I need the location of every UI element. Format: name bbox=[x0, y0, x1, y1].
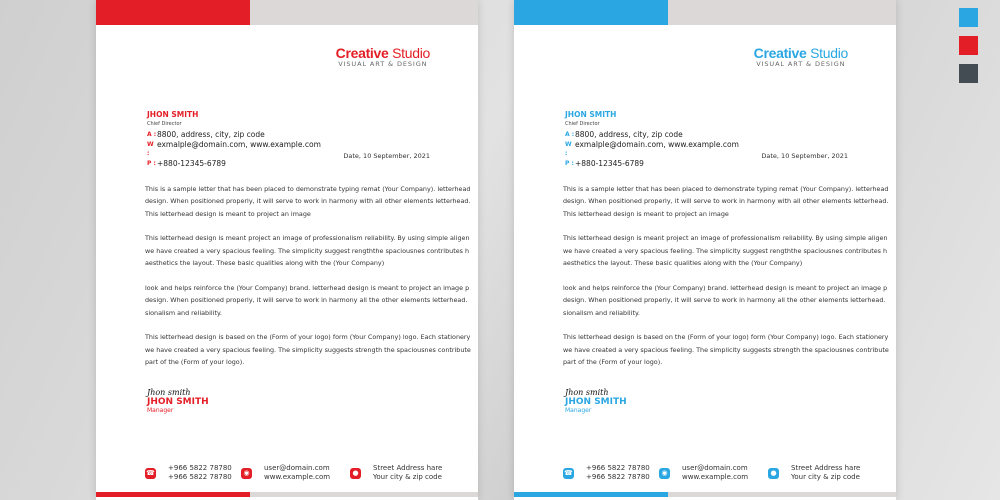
body-line: This is a sample letter that has been placed to demonstrate typing remat (Your Company). letterhead bbox=[145, 185, 471, 193]
top-bar bbox=[514, 0, 896, 25]
footer-contact bbox=[145, 464, 232, 482]
web-label: W : bbox=[565, 140, 572, 157]
address-label: A : bbox=[565, 131, 575, 138]
body-line: This letterhead design is meant project an image of professionalism reliability. By using simple aligen bbox=[145, 234, 470, 243]
web: exmalple@domain.com, www.example.com bbox=[575, 139, 739, 149]
signature-block bbox=[147, 388, 209, 414]
body-line: sionalism and reliability. bbox=[145, 308, 222, 317]
globe-icon: ◉ bbox=[659, 468, 670, 479]
footer-line: Your city & zip code bbox=[373, 473, 442, 481]
handwritten-signature: Jhon smith bbox=[565, 388, 609, 397]
body-line: design. When positioned properly, it will serve to work in harmony all the other elements letterhead. bbox=[563, 296, 886, 305]
body-line: we have created a very spacious feeling. The simplicity suggest rengththe spaciousnes contributes h bbox=[145, 246, 470, 255]
body-line: This letterhead design is based on the (Form of your logo) form (Your Company) logo. Each stationery bbox=[145, 333, 471, 342]
body-line: look and helps reinforce the (Your Company) brand. letterhead design is meant to project an image p bbox=[145, 283, 470, 292]
footer-contact bbox=[350, 464, 442, 482]
footer-contact bbox=[768, 464, 860, 482]
body-paragraph bbox=[145, 282, 470, 319]
footer-line: +966 5822 78780 bbox=[586, 464, 650, 472]
signer-role: Manager bbox=[147, 407, 174, 414]
footer-contact bbox=[659, 464, 748, 482]
body-paragraph bbox=[563, 232, 888, 269]
location-pin-icon: ● bbox=[768, 468, 779, 479]
signature-block bbox=[565, 388, 627, 414]
body-line: we have created a very spacious feeling. The simplicity suggests strength the spaciousnes contribute bbox=[145, 345, 471, 354]
body-line: we have created a very spacious feeling. The simplicity suggest rengththe spaciousnes contributes h bbox=[563, 246, 888, 255]
handwritten-signature: Jhon smith bbox=[147, 388, 191, 397]
bottom-accent-bar bbox=[96, 492, 250, 497]
body-line: design. When positioned properly, it will serve to work in harmony with all other elements letterhead. bbox=[145, 197, 471, 206]
phone-label: P : bbox=[147, 159, 156, 167]
letter-date: Date, 10 September, 2021 bbox=[761, 152, 848, 160]
footer-contact bbox=[241, 464, 330, 482]
globe-icon: ◉ bbox=[241, 468, 252, 479]
body-line: design. When positioned properly, it will serve to work in harmony with all other elements letterhead. bbox=[563, 197, 889, 206]
body-line: part of the (Form of your logo). bbox=[145, 358, 245, 367]
address: 8800, address, city, zip code bbox=[575, 130, 683, 139]
letterhead-page bbox=[514, 0, 896, 500]
footer-line: Street Address hare bbox=[373, 464, 443, 472]
body-line: aesthetics the layout. These basic qualities along with the (Your Company) bbox=[145, 259, 385, 268]
top-accent-bar bbox=[514, 0, 668, 25]
letterhead-page bbox=[96, 0, 478, 500]
signer-role: Manager bbox=[565, 407, 592, 414]
phone-label: P : bbox=[565, 159, 574, 167]
color-swatch-dark[interactable] bbox=[959, 64, 978, 83]
letter-date: Date, 10 September, 2021 bbox=[343, 152, 430, 160]
letter-body bbox=[145, 183, 471, 381]
body-paragraph bbox=[145, 232, 470, 269]
body-line: This letterhead design is meant to project an image bbox=[563, 209, 729, 218]
color-swatch-red[interactable] bbox=[959, 36, 978, 55]
body-line: This is a sample letter that has been placed to demonstrate typing remat (Your Company). letterhead bbox=[563, 185, 889, 193]
phone-icon: ☎ bbox=[146, 468, 155, 477]
phone-icon: ☎ bbox=[564, 468, 573, 477]
body-line: This letterhead design is based on the (Form of your logo) form (Your Company) logo. Each stationery bbox=[563, 333, 889, 342]
footer-line: user@domain.com bbox=[682, 464, 748, 472]
sender-block bbox=[565, 110, 739, 168]
web-label: W : bbox=[147, 140, 154, 157]
signer-name: JHON SMITH bbox=[147, 397, 209, 407]
letter-body bbox=[563, 183, 889, 381]
color-swatch-blue[interactable] bbox=[959, 8, 978, 27]
footer-line: user@domain.com bbox=[264, 464, 330, 472]
body-line: This letterhead design is meant project an image of professionalism reliability. By using simple aligen bbox=[563, 234, 888, 243]
logo: Creative Studio VISUAL ART & DESIGN bbox=[335, 45, 430, 68]
location-pin-icon: ● bbox=[350, 468, 361, 479]
footer-line: +966 5822 78780 bbox=[168, 464, 232, 472]
sender-role: Chief Director bbox=[147, 121, 182, 127]
body-line: part of the (Form of your logo). bbox=[563, 358, 663, 367]
body-line: look and helps reinforce the (Your Company) brand. letterhead design is meant to project an image p bbox=[563, 283, 888, 292]
footer-line: www.example.com bbox=[264, 473, 331, 481]
body-paragraph bbox=[563, 331, 889, 368]
body-line: design. When positioned properly, it will serve to work in harmony all the other elements letterhead. bbox=[145, 296, 468, 305]
sender-block bbox=[147, 110, 321, 168]
logo: Creative Studio VISUAL ART & DESIGN bbox=[753, 45, 848, 68]
phone: +880-12345-6789 bbox=[157, 158, 226, 168]
sender-name: JHON SMITH bbox=[565, 110, 617, 119]
address: 8800, address, city, zip code bbox=[157, 130, 265, 139]
footer-line: Street Address hare bbox=[791, 464, 861, 472]
signer-name: JHON SMITH bbox=[565, 397, 627, 407]
web: exmalple@domain.com, www.example.com bbox=[157, 139, 321, 149]
body-line: sionalism and reliability. bbox=[563, 308, 640, 317]
body-paragraph bbox=[145, 331, 471, 368]
body-line: we have created a very spacious feeling. The simplicity suggests strength the spaciousnes contribute bbox=[563, 345, 889, 354]
address-label: A : bbox=[147, 131, 157, 138]
body-paragraph bbox=[563, 282, 888, 319]
bottom-bar bbox=[96, 492, 478, 497]
top-accent-bar bbox=[96, 0, 250, 25]
footer-contact bbox=[563, 464, 650, 482]
sender-name: JHON SMITH bbox=[147, 110, 199, 119]
bottom-bar bbox=[514, 492, 896, 497]
body-paragraph bbox=[145, 183, 471, 220]
body-paragraph bbox=[563, 183, 889, 220]
footer-line: +966 5822 78780 bbox=[168, 473, 232, 481]
footer-line: +966 5822 78780 bbox=[586, 473, 650, 481]
sender-role: Chief Director bbox=[565, 121, 600, 127]
footer-line: Your city & zip code bbox=[791, 473, 860, 481]
body-line: This letterhead design is meant to project an image bbox=[145, 209, 311, 218]
phone: +880-12345-6789 bbox=[575, 158, 644, 168]
body-line: aesthetics the layout. These basic qualities along with the (Your Company) bbox=[563, 259, 803, 268]
bottom-accent-bar bbox=[514, 492, 668, 497]
top-bar bbox=[96, 0, 478, 25]
footer-line: www.example.com bbox=[682, 473, 749, 481]
